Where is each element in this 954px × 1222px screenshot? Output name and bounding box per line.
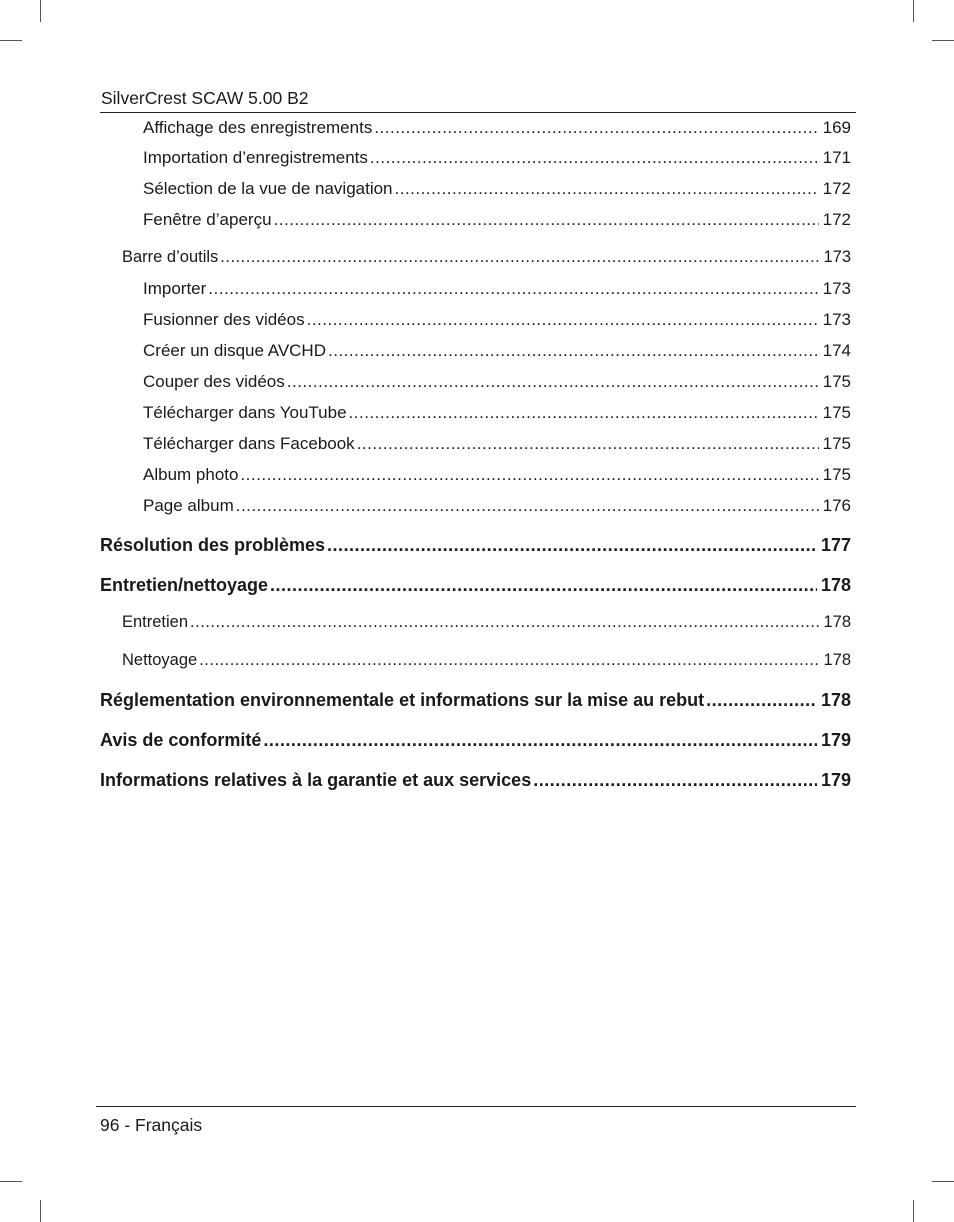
toc-entry[interactable] <box>100 730 851 754</box>
toc-entry-page: 172 <box>822 210 851 229</box>
toc-entry[interactable] <box>100 690 851 714</box>
toc-entry-page: 178 <box>823 651 851 669</box>
toc-dot-leader <box>190 613 819 632</box>
toc-dot-leader <box>327 535 817 556</box>
toc-entry-title: Entretien <box>122 613 189 631</box>
toc-entry-title: Nettoyage <box>122 651 198 669</box>
toc-entry-title: Couper des vidéos <box>143 372 285 391</box>
page-number-label: 96 - Français <box>100 1115 203 1135</box>
toc-entry-title: Fenêtre d’aperçu <box>143 210 272 229</box>
toc-entry-page: 171 <box>822 148 851 167</box>
toc-entry-title: Créer un disque AVCHD <box>143 341 326 360</box>
toc-entry-title: Télécharger dans YouTube <box>143 403 347 422</box>
toc-entry[interactable] <box>122 613 851 637</box>
toc-entry[interactable] <box>143 434 851 458</box>
toc-entry[interactable] <box>143 148 851 172</box>
toc-entry-page: 178 <box>820 575 851 595</box>
toc-entry-title: Fusionner des vidéos <box>143 310 305 329</box>
crop-mark-top-right-h <box>932 40 954 41</box>
toc-entry-page: 175 <box>822 465 851 484</box>
toc-dot-leader <box>240 465 818 485</box>
toc-entry-page: 173 <box>822 279 851 298</box>
toc-entry[interactable] <box>143 118 851 142</box>
toc-entry[interactable] <box>143 465 851 489</box>
toc-dot-leader <box>349 403 819 423</box>
crop-mark-bottom-left-h <box>0 1181 22 1182</box>
crop-mark-bottom-left <box>40 1200 41 1222</box>
toc-entry-title: Entretien/nettoyage <box>100 575 269 595</box>
page-header <box>100 86 856 113</box>
toc-entry[interactable] <box>143 341 851 365</box>
toc-entry-page: 174 <box>822 341 851 360</box>
toc-entry[interactable] <box>100 535 851 559</box>
toc-entry[interactable] <box>143 279 851 303</box>
toc-entry-title: Album photo <box>143 465 239 484</box>
toc-entry-title: Affichage des enregistrements <box>143 118 373 137</box>
toc-dot-leader <box>357 434 819 454</box>
toc-entry[interactable] <box>122 651 851 675</box>
toc-entry-title: Réglementation environnementale et informations sur la mise au rebut <box>100 690 705 710</box>
toc-entry-page: 178 <box>820 690 851 710</box>
toc-entry-title: Résolution des problèmes <box>100 535 326 555</box>
toc-dot-leader <box>263 730 817 751</box>
page-footer <box>96 1106 856 1143</box>
toc-dot-leader <box>307 310 819 330</box>
toc-entry[interactable] <box>143 372 851 396</box>
toc-entry-title: Barre d’outils <box>122 248 219 266</box>
toc-entry-title: Informations relatives à la garantie et aux services <box>100 770 532 790</box>
toc-entry-title: Page album <box>143 496 234 515</box>
toc-entry-page: 176 <box>822 496 851 515</box>
toc-entry[interactable] <box>143 179 851 203</box>
toc-dot-leader <box>208 279 818 299</box>
toc-entry-title: Importation d’enregistrements <box>143 148 368 167</box>
toc-dot-leader <box>328 341 819 361</box>
toc-entry-page: 179 <box>820 730 851 750</box>
toc-dot-leader <box>706 690 817 711</box>
toc-entry-page: 179 <box>820 770 851 790</box>
toc-dot-leader <box>370 148 819 168</box>
toc-entry-title: Importer <box>143 279 207 298</box>
toc-entry[interactable] <box>143 310 851 334</box>
toc-dot-leader <box>220 248 819 267</box>
crop-mark-bottom-right-h <box>932 1181 954 1182</box>
toc-entry[interactable] <box>100 575 851 599</box>
toc-entry-page: 172 <box>822 179 851 198</box>
crop-mark-top-left <box>40 0 41 22</box>
product-title: SilverCrest SCAW 5.00 B2 <box>101 88 309 108</box>
toc-entry-page: 173 <box>822 310 851 329</box>
crop-mark-bottom-right <box>913 1200 914 1222</box>
toc-entry-page: 177 <box>820 535 851 555</box>
toc-dot-leader <box>374 118 818 138</box>
toc-entry[interactable] <box>100 770 851 794</box>
toc-dot-leader <box>270 575 817 596</box>
toc-entry-title: Télécharger dans Facebook <box>143 434 355 453</box>
toc-entry-page: 175 <box>822 372 851 391</box>
toc-entry[interactable] <box>143 210 851 234</box>
toc-entry-title: Sélection de la vue de navigation <box>143 179 393 198</box>
toc-entry[interactable] <box>143 496 851 520</box>
toc-entry-page: 173 <box>823 248 851 266</box>
crop-mark-top-left-h <box>0 40 22 41</box>
toc-entry-page: 175 <box>822 434 851 453</box>
toc-entry-page: 169 <box>822 118 851 137</box>
toc-entry[interactable] <box>122 248 851 272</box>
toc-entry-page: 175 <box>822 403 851 422</box>
toc-dot-leader <box>533 770 817 791</box>
toc-dot-leader <box>287 372 819 392</box>
toc-dot-leader <box>274 210 819 230</box>
crop-mark-top-right <box>913 0 914 22</box>
toc-entry-title: Avis de conformité <box>100 730 262 750</box>
toc-dot-leader <box>395 179 819 199</box>
toc-entry-page: 178 <box>823 613 851 631</box>
toc-entry[interactable] <box>143 403 851 427</box>
toc-dot-leader <box>199 651 819 670</box>
toc-dot-leader <box>236 496 819 516</box>
